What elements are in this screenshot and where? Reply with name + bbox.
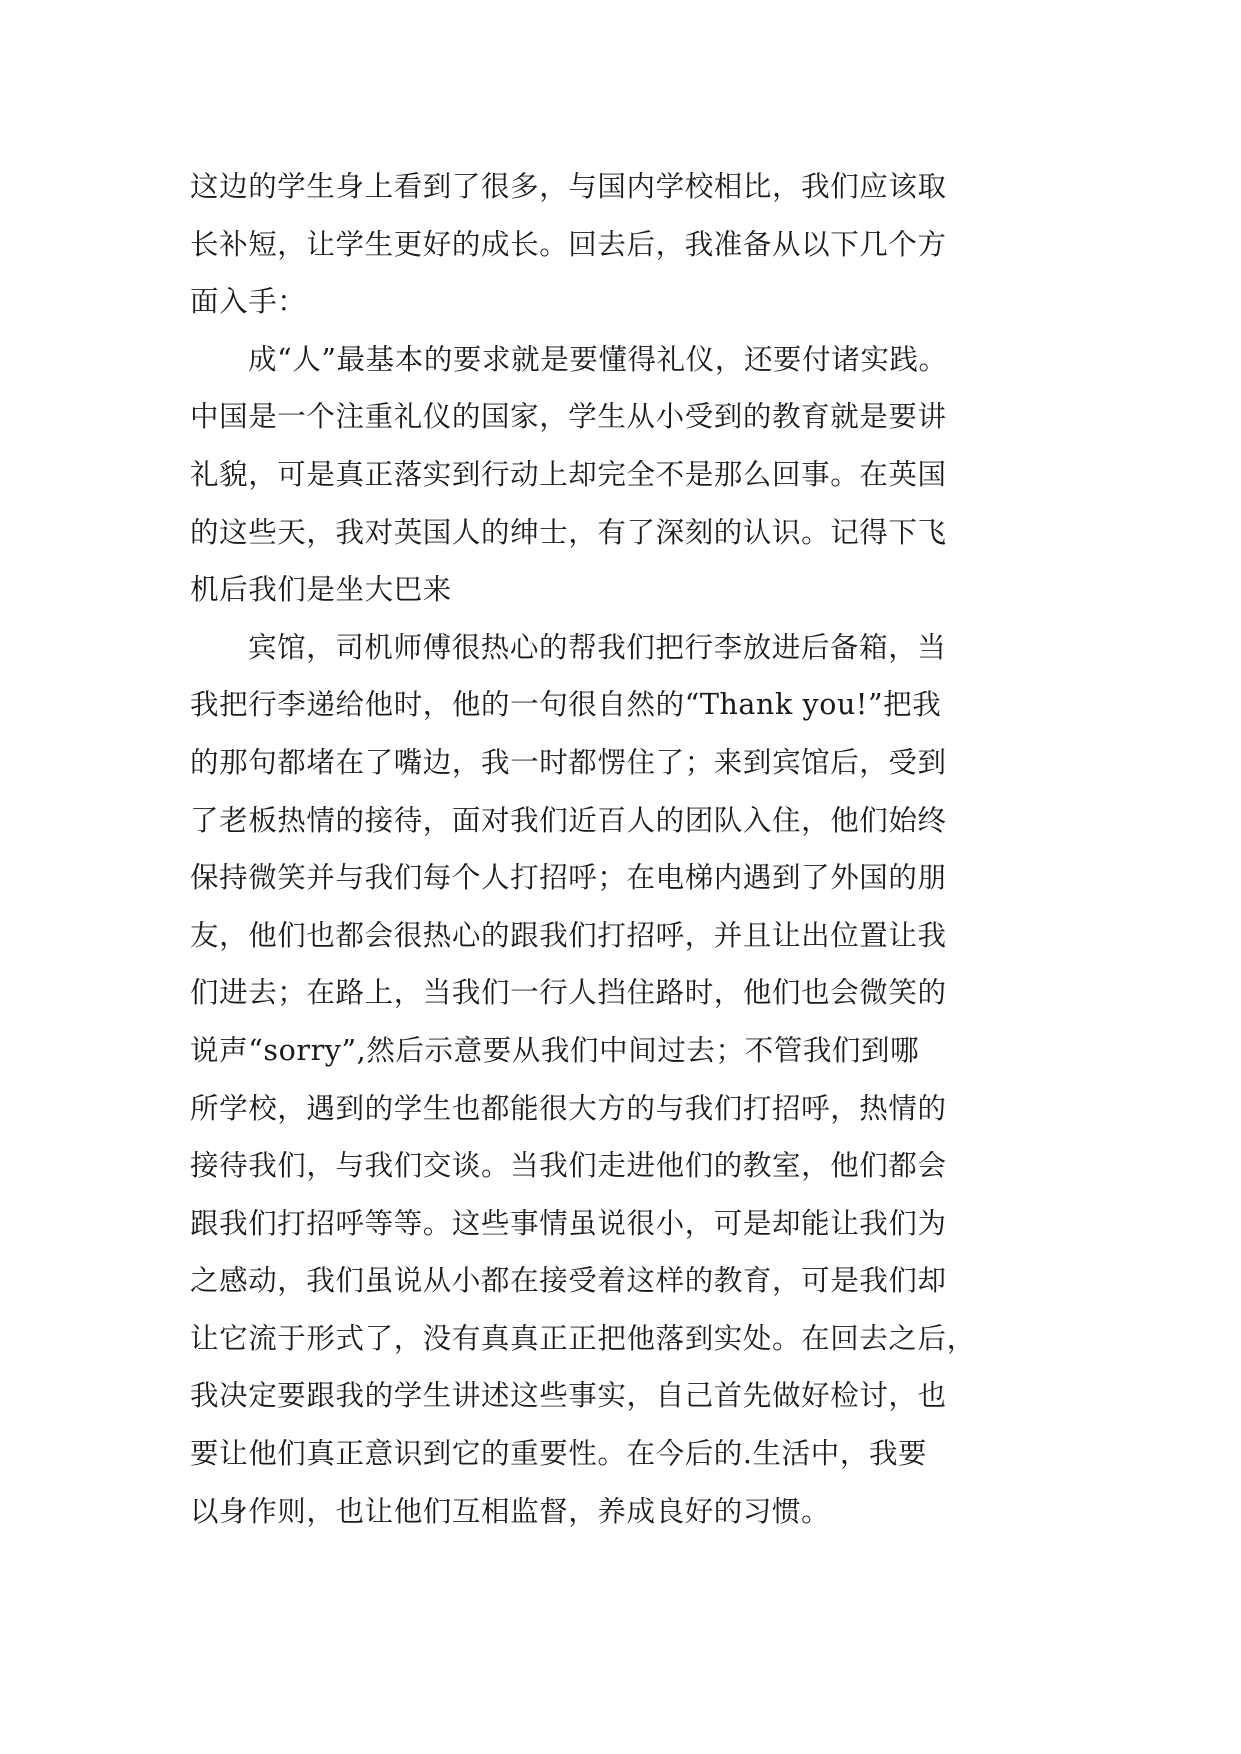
text-line: 的那句都堵在了嘴边，我一时都愣住了；来到宾馆后，受到	[190, 745, 947, 779]
text-line: 要让他们真正意识到它的重要性。在今后的.生活中，我要	[190, 1437, 928, 1471]
text-line: 长补短，让学生更好的成长。回去后，我准备从以下几个方	[190, 227, 947, 261]
text-line: 我把行李递给他时，他的一句很自然的“Thank you!”把我	[190, 688, 942, 722]
text-line: 成“人”最基本的要求就是要懂得礼仪，还要付诸实践。	[248, 342, 948, 376]
text-line: 这边的学生身上看到了很多，与国内学校相比，我们应该取	[190, 170, 947, 203]
text-line: 我决定要跟我的学生讲述这些事实，自己首先做好检讨，也	[190, 1379, 947, 1413]
text-line: 跟我们打招呼等等。这些事情虽说很小，可是却能让我们为	[190, 1206, 947, 1240]
text-line: 所学校，遇到的学生也都能很大方的与我们打招呼，热情的	[190, 1091, 947, 1125]
text-line: 们进去；在路上，当我们一行人挡住路时，他们也会微笑的	[190, 976, 947, 1010]
text-line: 的这些天，我对英国人的绅士，有了深刻的认识。记得下飞	[190, 515, 947, 549]
text-line: 之感动，我们虽说从小都在接受着这样的教育，可是我们却	[190, 1264, 947, 1298]
text-line: 机后我们是坐大巴来	[190, 573, 452, 607]
text-line: 中国是一个注重礼仪的国家，学生从小受到的教育就是要讲	[190, 400, 947, 434]
text-line: 宾馆，司机师傅很热心的帮我们把行李放进后备箱，当	[248, 630, 947, 664]
body-text	[190, 158, 1050, 1540]
text-line: 以身作则，也让他们互相监督，养成良好的习惯。	[190, 1494, 831, 1528]
text-line: 礼貌，可是真正落实到行动上却完全不是那么回事。在英国	[190, 457, 947, 491]
text-line: 了老板热情的接待，面对我们近百人的团队入住，他们始终	[190, 803, 947, 837]
text-line: 接待我们，与我们交谈。当我们走进他们的教室，他们都会	[190, 1149, 947, 1183]
text-line: 友，他们也都会很热心的跟我们打招呼，并且让出位置让我	[190, 918, 947, 952]
text-line: 保持微笑并与我们每个人打招呼；在电梯内遇到了外国的朋	[190, 861, 947, 895]
text-line: 让它流于形式了，没有真真正正把他落到实处。在回去之后，	[190, 1321, 976, 1355]
text-line: 面入手：	[190, 285, 307, 319]
text-line: 说声“sorry”,然后示意要从我们中间过去；不管我们到哪	[190, 1033, 920, 1067]
